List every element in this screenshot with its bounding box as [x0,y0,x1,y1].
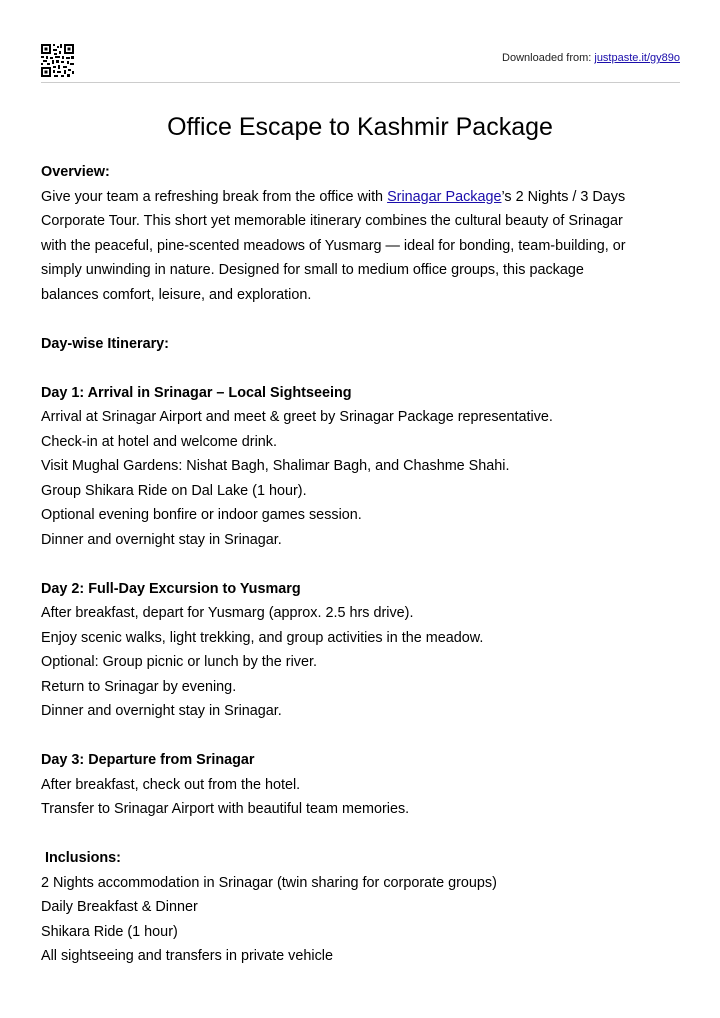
srinagar-package-link[interactable]: Srinagar Package [387,188,502,205]
itinerary-heading: Day-wise Itinerary: [41,335,169,352]
overview-text: Give your team a refreshing break from the office with [41,188,388,205]
downloaded-label: Downloaded from: [502,52,595,64]
day-heading: Day 3: Departure from Srinagar [41,752,255,768]
inclusion-item: 2 Nights accommodation in Srinagar (twin sharing for corporate groups) [41,874,497,891]
qr-code-icon [41,44,74,77]
overview-line [41,185,691,210]
inclusion-item: Shikara Ride (1 hour) [41,923,178,940]
day-heading: Day 1: Arrival in Srinagar – Local Sightseeing [41,384,352,401]
download-source [502,52,680,64]
itinerary-item: Arrival at Srinagar Airport and meet & greet by Srinagar Package representative. [41,409,553,425]
itinerary-item: Return to Srinagar by evening. [41,678,237,695]
itinerary-item: Optional evening bonfire or indoor games session. [41,507,362,523]
itinerary-item: Enjoy scenic walks, light trekking, and group activities in the meadow. [41,629,484,646]
overview-line: with the peaceful, pine-scented meadows of Yusmarg — ideal for bonding, team-building, or [41,237,626,254]
inclusions-heading: Inclusions: [45,850,121,866]
overview-line: Corporate Tour. This short yet memorable itinerary combines the cultural beauty of Srinagar [41,213,623,229]
source-link[interactable]: justpaste.it/gy89o [594,52,680,64]
itinerary-item: Group Shikara Ride on Dal Lake (1 hour). [41,482,307,499]
overview-line: simply unwinding in nature. Designed for small to medium office groups, this package [41,262,584,278]
itinerary-item: Visit Mughal Gardens: Nishat Bagh, Shalimar Bagh, and Chashme Shahi. [41,458,510,474]
itinerary-item: After breakfast, check out from the hotel. [41,776,301,793]
itinerary-item: Optional: Group picnic or lunch by the river. [41,654,317,670]
itinerary-item: Check-in at hotel and welcome drink. [41,433,277,450]
itinerary-item: Dinner and overnight stay in Srinagar. [41,531,282,548]
itinerary-item: After breakfast, depart for Yusmarg (approx. 2.5 hrs drive). [41,605,414,621]
day-heading: Day 2: Full-Day Excursion to Yusmarg [41,580,301,597]
itinerary-item: Transfer to Srinagar Airport with beautiful team memories. [41,801,410,817]
overview-heading: Overview: [41,164,110,180]
page-header [41,44,680,84]
inclusion-item: Daily Breakfast & Dinner [41,899,198,915]
page-title: Office Escape to Kashmir Package [167,113,553,141]
overview-line: balances comfort, leisure, and exploration. [41,286,312,303]
header-divider [41,82,680,83]
itinerary-item: Dinner and overnight stay in Srinagar. [41,703,282,719]
document-body [41,160,691,969]
overview-text: ’s 2 Nights / 3 Days [501,188,626,205]
inclusion-item: All sightseeing and transfers in private vehicle [41,948,333,964]
